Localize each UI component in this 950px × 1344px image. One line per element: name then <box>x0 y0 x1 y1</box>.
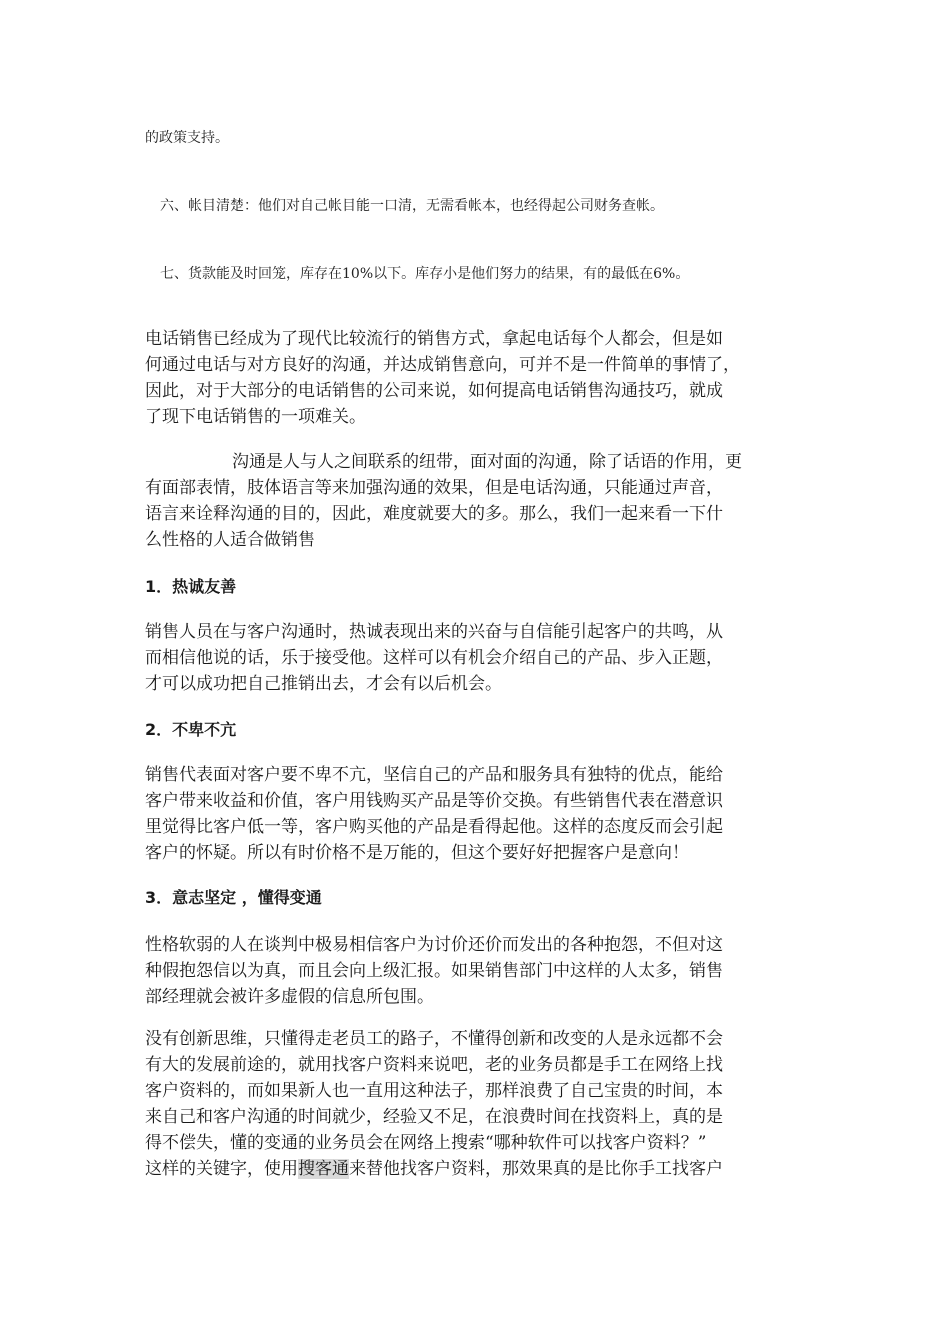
note-clear-accounts: 六、帐目清楚：他们对自己帐目能一口清，无需看帐本，也经得起公司财务查帐。 <box>160 198 664 214</box>
section-heading-3: 3．意志坚定 ，懂得变通 <box>145 888 322 907</box>
communication-paragraph <box>145 449 805 553</box>
innovation-paragraph <box>145 1026 805 1182</box>
innovation-line: 有大的发展前途的，就用找客户资料来说吧，老的业务员都是手工在网络上找 <box>145 1055 723 1075</box>
note-policy-support: 的政策支持。 <box>145 130 229 146</box>
innovation-line: 没有创新思维，只懂得走老员工的路子，不懂得创新和改变的人是永远都不会 <box>145 1029 723 1049</box>
intro-paragraph <box>145 326 805 430</box>
communication-line: 语言来诠释沟通的目的，因此，难度就要大的多。那么，我们一起来看一下什 <box>145 504 723 524</box>
section-body-1 <box>145 619 805 697</box>
highlighted-product-name: 搜客通 <box>298 1159 349 1179</box>
section-line: 客户的怀疑。所以有时价格不是万能的，但这个要好好把握客户是意向！ <box>145 843 689 863</box>
communication-line: 沟通是人与人之间联系的纽带，面对面的沟通，除了话语的作用，更 <box>232 452 742 472</box>
last-line-after: 来替他找客户资料，那效果真的是比你手工找客户 <box>349 1159 723 1179</box>
section-line: 里觉得比客户低一等，客户购买他的产品是看得起他。这样的态度反而会引起 <box>145 817 723 837</box>
section-line: 部经理就会被许多虚假的信息所包围。 <box>145 987 434 1007</box>
section-line: 销售人员在与客户沟通时，热诚表现出来的兴奋与自信能引起客户的共鸣，从 <box>145 622 723 642</box>
section-line: 销售代表面对客户要不卑不亢，坚信自己的产品和服务具有独特的优点，能给 <box>145 765 723 785</box>
section-heading-1: 1．热诚友善 <box>145 577 237 596</box>
innovation-line: 客户资料的，而如果新人也一直用这种法子，那样浪费了自己宝贵的时间，本 <box>145 1081 723 1101</box>
section-line: 种假抱怨信以为真，而且会向上级汇报。如果销售部门中这样的人太多，销售 <box>145 961 723 981</box>
last-line-before: 这样的关键字，使用 <box>145 1159 298 1179</box>
section-body-3 <box>145 932 805 1010</box>
innovation-line: 来自己和客户沟通的时间就少，经验又不足，在浪费时间在找资料上，真的是 <box>145 1107 723 1127</box>
note-payment-inventory: 七、货款能及时回笼，库存在10%以下。库存小是他们努力的结果，有的最低在6%。 <box>160 266 690 282</box>
communication-line: 么性格的人适合做销售 <box>145 530 315 550</box>
section-heading-2: 2．不卑不亢 <box>145 720 237 739</box>
intro-line: 因此，对于大部分的电话销售的公司来说，如何提高电话销售沟通技巧，就成 <box>145 381 723 401</box>
intro-line: 何通过电话与对方良好的沟通，并达成销售意向，可并不是一件简单的事情了， <box>145 355 740 375</box>
section-line: 性格软弱的人在谈判中极易相信客户为讨价还价而发出的各种抱怨，不但对这 <box>145 935 723 955</box>
innovation-line: 得不偿失，懂的变通的业务员会在网络上搜索“哪种软件可以找客户资料？” <box>145 1133 707 1153</box>
communication-line: 有面部表情，肢体语言等来加强沟通的效果，但是电话沟通，只能通过声音， <box>145 478 723 498</box>
section-line: 而相信他说的话，乐于接受他。这样可以有机会介绍自己的产品、步入正题， <box>145 648 723 668</box>
intro-line: 了现下电话销售的一项难关。 <box>145 407 366 427</box>
intro-line: 电话销售已经成为了现代比较流行的销售方式，拿起电话每个人都会，但是如 <box>145 329 723 349</box>
innovation-last-line <box>145 1156 805 1182</box>
section-line: 才可以成功把自己推销出去，才会有以后机会。 <box>145 674 502 694</box>
section-line: 客户带来收益和价值，客户用钱购买产品是等价交换。有些销售代表在潜意识 <box>145 791 723 811</box>
section-body-2 <box>145 762 805 866</box>
